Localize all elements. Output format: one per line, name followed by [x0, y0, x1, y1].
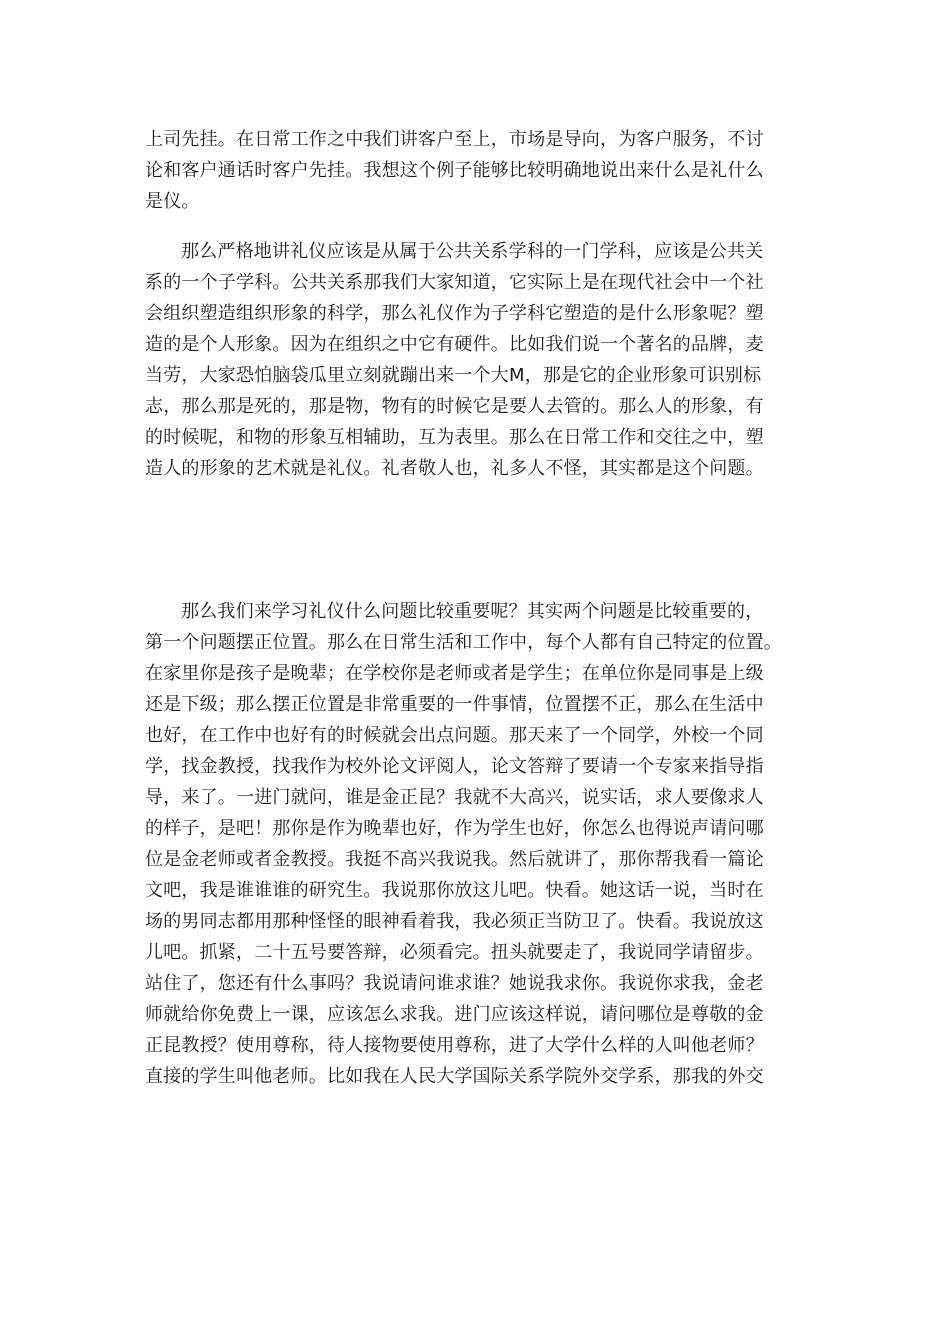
- paragraph-line: 也好，在工作中也好有的时候就会出点问题。那天来了一个同学，外校一个同: [145, 725, 764, 746]
- paragraph-line: 第一个问题摆正位置。那么在日常生活和工作中，每个人都有自己特定的位置。: [145, 632, 782, 653]
- paragraph-line: 造人的形象的艺术就是礼仪。礼者敬人也，礼多人不怪，其实都是这个问题。: [145, 458, 764, 479]
- paragraph-line: 文吧，我是谁谁谁的研究生。我说那你放这儿吧。快看。她这话一说，当时在: [145, 880, 764, 901]
- paragraph-line: 那么严格地讲礼仪应该是从属于公共关系学科的一门学科，应该是公共关: [181, 241, 764, 262]
- paragraph-line: 场的男同志都用那种怪怪的眼神看着我，我必须正当防卫了。快看。我说放这: [145, 911, 764, 932]
- paragraph-line: 是仪。: [145, 191, 200, 212]
- paragraph-3: [145, 596, 835, 1092]
- paragraph-line: 导，来了。一进门就问，谁是金正昆？我就不大高兴，说实话，求人要像求人: [145, 787, 764, 808]
- paragraph-line: 师就给你免费上一课，应该怎么求我。进门应该这样说，请问哪位是尊敬的金: [145, 1004, 764, 1025]
- paragraph-line: 站住了，您还有什么事吗？我说请问谁求谁？她说我求你。我说你求我，金老: [145, 973, 764, 994]
- paragraph-line: 儿吧。抓紧，二十五号要答辩，必须看完。扭头就要走了，我说同学请留步。: [145, 942, 764, 963]
- paragraph-line: 的时候呢，和物的形象互相辅助，互为表里。那么在日常工作和交往之中，塑: [145, 427, 764, 448]
- paragraph-line: 志，那么那是死的，那是物，物有的时候它是要人去管的。那么人的形象，有: [145, 396, 764, 417]
- paragraph-line: 的样子，是吧！那你是作为晚辈也好，作为学生也好，你怎么也得说声请问哪: [145, 818, 764, 839]
- paragraph-line: 那么我们来学习礼仪什么问题比较重要呢？其实两个问题是比较重要的，: [181, 601, 764, 622]
- paragraph-line: 系的一个子学科。公共关系那我们大家知道，它实际上是在现代社会中一个社: [145, 272, 764, 293]
- paragraph-line: 当劳，大家恐怕脑袋瓜里立刻就蹦出来一个大M，那是它的企业形象可识别标: [145, 365, 762, 386]
- paragraph-line: 正昆教授？使用尊称，待人接物要使用尊称，进了大学什么样的人叫他老师？: [145, 1035, 764, 1056]
- paragraph-line: 会组织塑造组织形象的科学，那么礼仪作为子学科它塑造的是什么形象呢？塑: [145, 303, 764, 324]
- paragraph-line: 在家里你是孩子是晚辈；在学校你是老师或者是学生；在单位你是同事是上级: [145, 663, 764, 684]
- paragraph-line: 学，找金教授，找我作为校外论文评阅人，论文答辩了要请一个专家来指导指: [145, 756, 764, 777]
- paragraph-line: 位是金老师或者金教授。我挺不高兴我说我。然后就讲了，那你帮我看一篇论: [145, 849, 764, 870]
- paragraph-1: [145, 124, 835, 217]
- paragraph-line: 直接的学生叫他老师。比如我在人民大学国际关系学院外交学系，那我的外交: [145, 1066, 764, 1087]
- paragraph-2: [145, 236, 835, 484]
- paragraph-line: 造的是个人形象。因为在组织之中它有硬件。比如我们说一个著名的品牌，麦: [145, 334, 764, 355]
- paragraph-line: 上司先挂。在日常工作之中我们讲客户至上，市场是导向，为客户服务，不讨: [145, 129, 764, 150]
- paragraph-line: 论和客户通话时客户先挂。我想这个例子能够比较明确地说出来什么是礼什么: [145, 160, 764, 181]
- paragraph-line: 还是下级；那么摆正位置是非常重要的一件事情，位置摆不正，那么在生活中: [145, 694, 764, 715]
